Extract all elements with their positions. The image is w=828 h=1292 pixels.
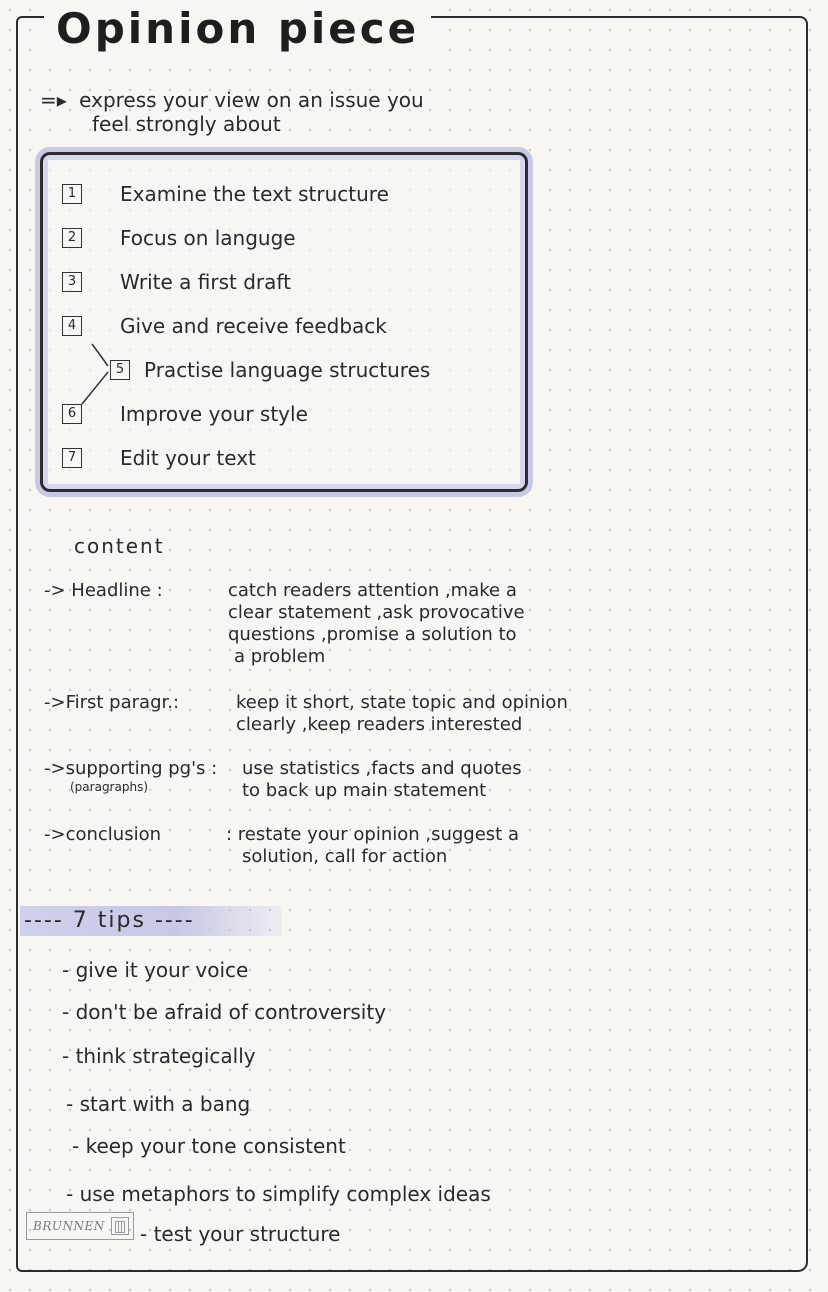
step-number-box: 5: [110, 360, 130, 380]
brand-logo: [26, 1212, 134, 1240]
tip-item: - think strategically: [62, 1044, 256, 1068]
step-label: Give and receive feedback: [120, 314, 387, 338]
content-row-first-paragraph: [44, 692, 179, 714]
content-row-headline: [44, 580, 163, 602]
row-key: -> Headline :: [44, 580, 163, 601]
row-key: ->supporting pg's :: [44, 758, 218, 779]
content-heading: content: [74, 534, 165, 558]
step-label: Examine the text structure: [120, 182, 389, 206]
step-label: Write a first draft: [120, 270, 291, 294]
step-2: [62, 226, 296, 250]
page-title: Opinion piece: [44, 4, 431, 53]
step-number-box: 4: [62, 316, 82, 336]
content-row-conclusion-value: : restate your opinion ,suggest a solution, call for action: [226, 824, 519, 867]
double-arrow-icon: =▸: [40, 88, 67, 112]
intro-line-2: feel strongly about: [92, 112, 281, 136]
content-row-conclusion: [44, 824, 161, 846]
content-row-supporting-value: use statistics ,facts and quotes to back up main statement: [242, 758, 522, 801]
step-4: [62, 314, 387, 338]
tip-item: - don't be afraid of controversity: [62, 1000, 387, 1024]
step-number-box: 7: [62, 448, 82, 468]
brand-name: BRUNNEN: [33, 1219, 105, 1233]
intro-text: [40, 88, 424, 136]
step-5: [110, 358, 430, 382]
content-row-headline-value: catch readers attention ,make a clear statement ,ask provocative questions ,promise a solution to a problem: [228, 580, 525, 667]
intro-line-1: express your view on an issue you: [79, 88, 424, 112]
step-7: [62, 446, 256, 470]
content-row-supporting: [44, 758, 217, 794]
tip-item: - keep your tone consistent: [72, 1134, 346, 1158]
step-label: Edit your text: [120, 446, 256, 470]
row-key-note: (paragraphs): [70, 780, 148, 794]
tip-item: - start with a bang: [66, 1092, 251, 1116]
tip-item: - test your structure: [140, 1222, 341, 1246]
step-number-box: 3: [62, 272, 82, 292]
step-number-box: 2: [62, 228, 82, 248]
step-number-box: 6: [62, 404, 82, 424]
content-row-first-paragraph-value: keep it short, state topic and opinion clearly ,keep readers interested: [236, 692, 568, 735]
step-number-box: 1: [62, 184, 82, 204]
branch-connector-icon: [70, 336, 120, 416]
brand-mark-icon: [111, 1217, 129, 1235]
row-key: ->First paragr.:: [44, 692, 180, 713]
tip-item: - use metaphors to simplify complex ideas: [66, 1182, 491, 1206]
row-key: ->conclusion: [44, 824, 161, 845]
step-1: [62, 182, 389, 206]
tip-item: - give it your voice: [62, 958, 249, 982]
step-label: Practise language structures: [144, 358, 431, 382]
step-label: Focus on languge: [120, 226, 296, 250]
step-3: [62, 270, 291, 294]
step-label: Improve your style: [120, 402, 308, 426]
tips-heading: ---- 7 tips ----: [20, 906, 282, 936]
